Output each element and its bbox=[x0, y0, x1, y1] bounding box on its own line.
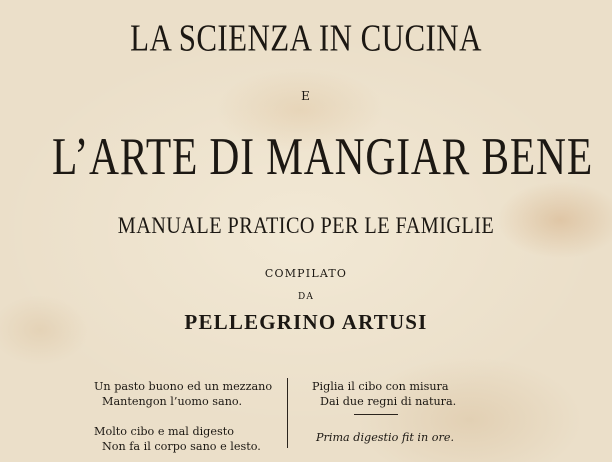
title-line-2: L’ARTE DI MANGIAR BENE bbox=[52, 126, 594, 186]
verse-line: Non fa il corpo sano e lesto. bbox=[102, 440, 261, 453]
verse-line: Un pasto buono ed un mezzano bbox=[94, 380, 273, 393]
verse-line: Piglia il cibo con misura bbox=[312, 380, 449, 393]
short-rule bbox=[354, 414, 398, 415]
author-name: PELLEGRINO ARTUSI bbox=[184, 310, 428, 334]
column-divider bbox=[287, 378, 288, 448]
title-conjunction: E bbox=[301, 89, 311, 103]
epigraph-left-verse-2 bbox=[94, 424, 261, 454]
compiled-label: COMPILATO bbox=[264, 267, 348, 280]
title-line-1: LA SCIENZA IN CUCINA bbox=[130, 17, 482, 59]
latin-motto: Prima digestio fit in ore. bbox=[316, 431, 455, 444]
verse-line: Mantengon l’uomo sano. bbox=[102, 395, 242, 408]
subtitle: MANUALE PRATICO PER LE FAMIGLIE bbox=[117, 213, 495, 238]
verse-line: Molto cibo e mal digesto bbox=[94, 425, 234, 438]
verse-line: Dai due regni di natura. bbox=[320, 395, 457, 408]
epigraph-right-verse-1 bbox=[312, 379, 456, 409]
by-label: DA bbox=[297, 292, 315, 302]
epigraph-left-verse-1 bbox=[94, 379, 272, 409]
